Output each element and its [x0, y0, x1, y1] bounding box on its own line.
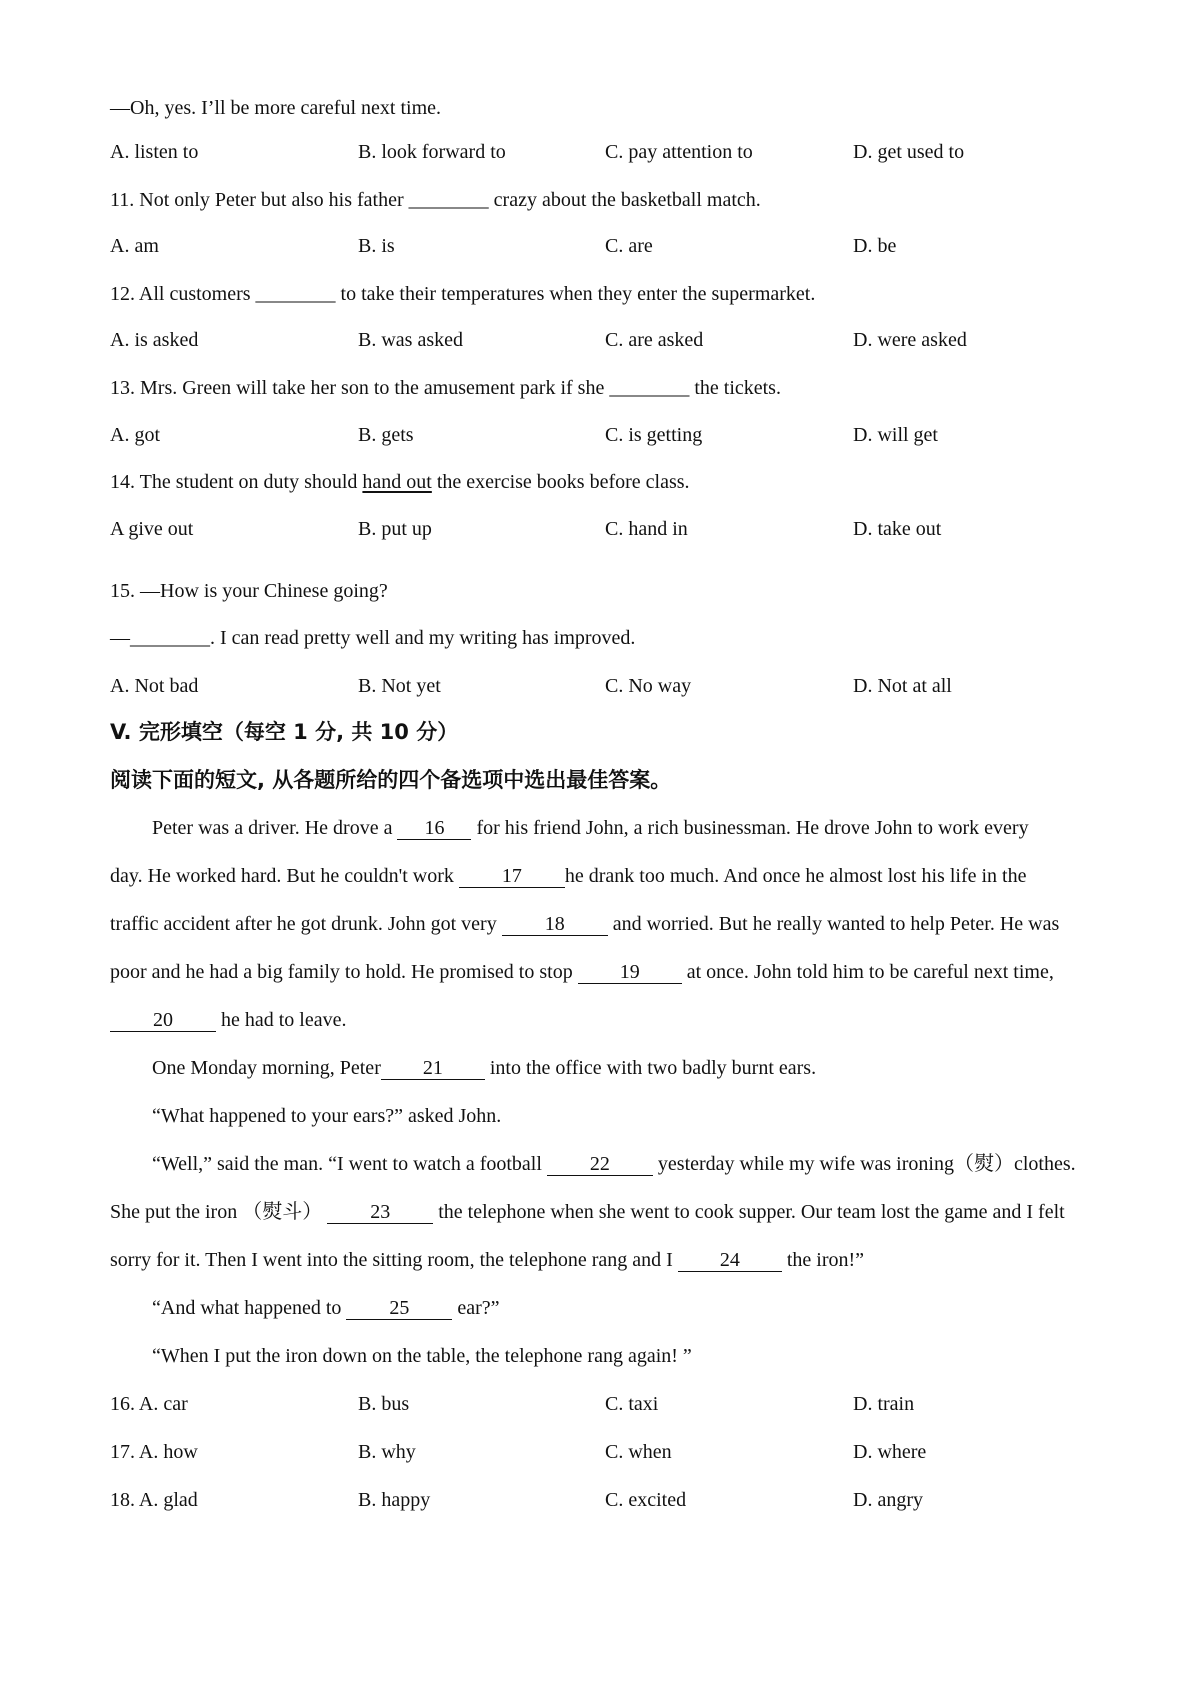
section-instruction: 阅读下面的短文, 从各题所给的四个备选项中选出最佳答案。 — [110, 768, 672, 792]
q17-option-b: B. why — [358, 1441, 416, 1463]
passage-line-6 — [152, 1058, 816, 1080]
blank-18: 18 — [502, 914, 608, 936]
passage-text: “Well,” said the man. “I went to watch a football — [152, 1153, 547, 1175]
q14-option-c: C. hand in — [605, 518, 688, 540]
q16-option-c: C. taxi — [605, 1393, 659, 1415]
q11-option-c: C. are — [605, 235, 653, 257]
q17-options — [110, 1442, 1110, 1466]
q18-option-b: B. happy — [358, 1489, 431, 1511]
q15-reply-dash: — — [110, 627, 130, 649]
q10-option-d: D. get used to — [853, 141, 965, 163]
q15-option-a: A. Not bad — [110, 675, 199, 697]
passage-line-8 — [152, 1154, 1076, 1176]
q13-text-pre: 13. Mrs. Green will take her son to the amusement park if she — [110, 377, 610, 399]
q14-text-pre: 14. The student on duty should — [110, 471, 363, 493]
q12-blank: ________ — [255, 283, 336, 305]
q15-option-d: D. Not at all — [853, 675, 952, 697]
q17-option-c: C. when — [605, 1441, 672, 1463]
passage-text: he had to leave. — [216, 1009, 347, 1031]
passage-text: and worried. But he really wanted to help Peter. He was — [607, 913, 1060, 935]
section-title: V. 完形填空（每空 1 分, 共 10 分） — [110, 720, 459, 744]
passage-text: for his friend John, a rich businessman. He drove John to work every — [471, 817, 1029, 839]
q13-option-c: C. is getting — [605, 424, 703, 446]
q13-option-d: D. will get — [853, 424, 938, 446]
q12-question — [110, 284, 815, 304]
q15-options — [110, 676, 1110, 700]
q18-option-d: D. angry — [853, 1489, 923, 1511]
passage-line-1 — [152, 818, 1029, 840]
passage-line-9 — [110, 1202, 1065, 1224]
q15-question: 15. —How is your Chinese going? — [110, 580, 388, 602]
blank-16: 16 — [397, 818, 471, 840]
passage-line-11 — [152, 1298, 500, 1320]
passage-text: the telephone when she went to cook supper. Our team lost the game and I felt — [433, 1201, 1065, 1223]
q12-text-pre: 12. All customers — [110, 283, 256, 305]
q14-option-b: B. put up — [358, 518, 432, 540]
q13-option-a: A. got — [110, 424, 160, 446]
blank-19: 19 — [578, 962, 682, 984]
q13-blank: ________ — [609, 377, 690, 399]
q17-option-d: D. where — [853, 1441, 927, 1463]
passage-line-3 — [110, 914, 1059, 936]
q14-option-d: D. take out — [853, 518, 942, 540]
q15-blank: ________ — [130, 627, 210, 649]
q16-options — [110, 1394, 1110, 1418]
passage-line-7: “What happened to your ears?” asked John. — [152, 1105, 502, 1127]
passage-text: the iron!” — [781, 1249, 865, 1271]
passage-text: day. He worked hard. But he couldn't work — [110, 865, 459, 887]
passage-text: at once. John told him to be careful next time, — [681, 961, 1054, 983]
passage-text: traffic accident after he got drunk. John got very — [110, 913, 502, 935]
q11-option-a: A. am — [110, 235, 159, 257]
passage-text: She put the iron （熨斗） — [110, 1201, 328, 1223]
passage-text: One Monday morning, Peter — [152, 1057, 381, 1079]
q13-option-b: B. gets — [358, 424, 414, 446]
blank-23: 23 — [327, 1202, 433, 1224]
q10-option-b: B. look forward to — [358, 141, 506, 163]
passage-text: yesterday while my wife was ironing（熨）clothes. — [652, 1153, 1076, 1175]
q16-option-b: B. bus — [358, 1393, 410, 1415]
q15-reply — [110, 628, 635, 648]
q11-question — [110, 190, 761, 210]
q14-options — [110, 519, 1110, 543]
q16-option-d: D. train — [853, 1393, 915, 1415]
q15-option-c: C. No way — [605, 675, 692, 697]
q15-option-b: B. Not yet — [358, 675, 441, 697]
q11-option-d: D. be — [853, 235, 897, 257]
passage-line-12: “When I put the iron down on the table, the telephone rang again! ” — [152, 1345, 692, 1367]
q14-option-a: A give out — [110, 518, 194, 540]
passage-line-5 — [110, 1010, 347, 1032]
q13-text-post: the tickets. — [689, 377, 781, 399]
passage-text: sorry for it. Then I went into the sitting room, the telephone rang and I — [110, 1249, 678, 1271]
passage-text: ear?” — [452, 1297, 500, 1319]
q10-option-c: C. pay attention to — [605, 141, 753, 163]
q11-option-b: B. is — [358, 235, 395, 257]
q14-text-post: the exercise books before class. — [431, 471, 690, 493]
blank-20: 20 — [110, 1010, 216, 1032]
blank-24: 24 — [678, 1250, 782, 1272]
passage-text: he drank too much. And once he almost lost his life in the — [564, 865, 1027, 887]
q17-option-a: 17. A. how — [110, 1441, 198, 1463]
q14-underlined-phrase: hand out — [362, 471, 432, 493]
blank-17: 17 — [459, 866, 565, 888]
q13-options — [110, 425, 1110, 449]
q11-text-post: crazy about the basketball match. — [488, 189, 761, 211]
q12-options — [110, 330, 1110, 354]
blank-21: 21 — [381, 1058, 485, 1080]
passage-text: into the office with two badly burnt ears. — [484, 1057, 817, 1079]
q10-reply: —Oh, yes. I’ll be more careful next time. — [110, 97, 441, 119]
q12-option-b: B. was asked — [358, 329, 463, 351]
q11-blank: ________ — [408, 189, 489, 211]
blank-25: 25 — [346, 1298, 452, 1320]
passage-line-2 — [110, 866, 1026, 888]
q18-option-a: 18. A. glad — [110, 1489, 198, 1511]
q12-option-a: A. is asked — [110, 329, 199, 351]
passage-text: “And what happened to — [152, 1297, 347, 1319]
passage-text: poor and he had a big family to hold. He promised to stop — [110, 961, 578, 983]
q15-reply-text: . I can read pretty well and my writing has improved. — [210, 627, 636, 649]
q18-option-c: C. excited — [605, 1489, 687, 1511]
blank-22: 22 — [547, 1154, 653, 1176]
q10-option-a: A. listen to — [110, 141, 199, 163]
passage-line-10 — [110, 1250, 864, 1272]
passage-text: Peter was a driver. He drove a — [152, 817, 398, 839]
q14-question — [110, 472, 690, 492]
q11-options — [110, 236, 1110, 260]
passage-line-4 — [110, 962, 1054, 984]
q18-options — [110, 1490, 1110, 1514]
q12-option-d: D. were asked — [853, 329, 967, 351]
q10-options — [110, 142, 1110, 166]
q12-text-post: to take their temperatures when they enter the supermarket. — [335, 283, 816, 305]
q16-option-a: 16. A. car — [110, 1393, 188, 1415]
q12-option-c: C. are asked — [605, 329, 704, 351]
q11-text-pre: 11. Not only Peter but also his father — [110, 189, 409, 211]
q13-question — [110, 378, 781, 398]
